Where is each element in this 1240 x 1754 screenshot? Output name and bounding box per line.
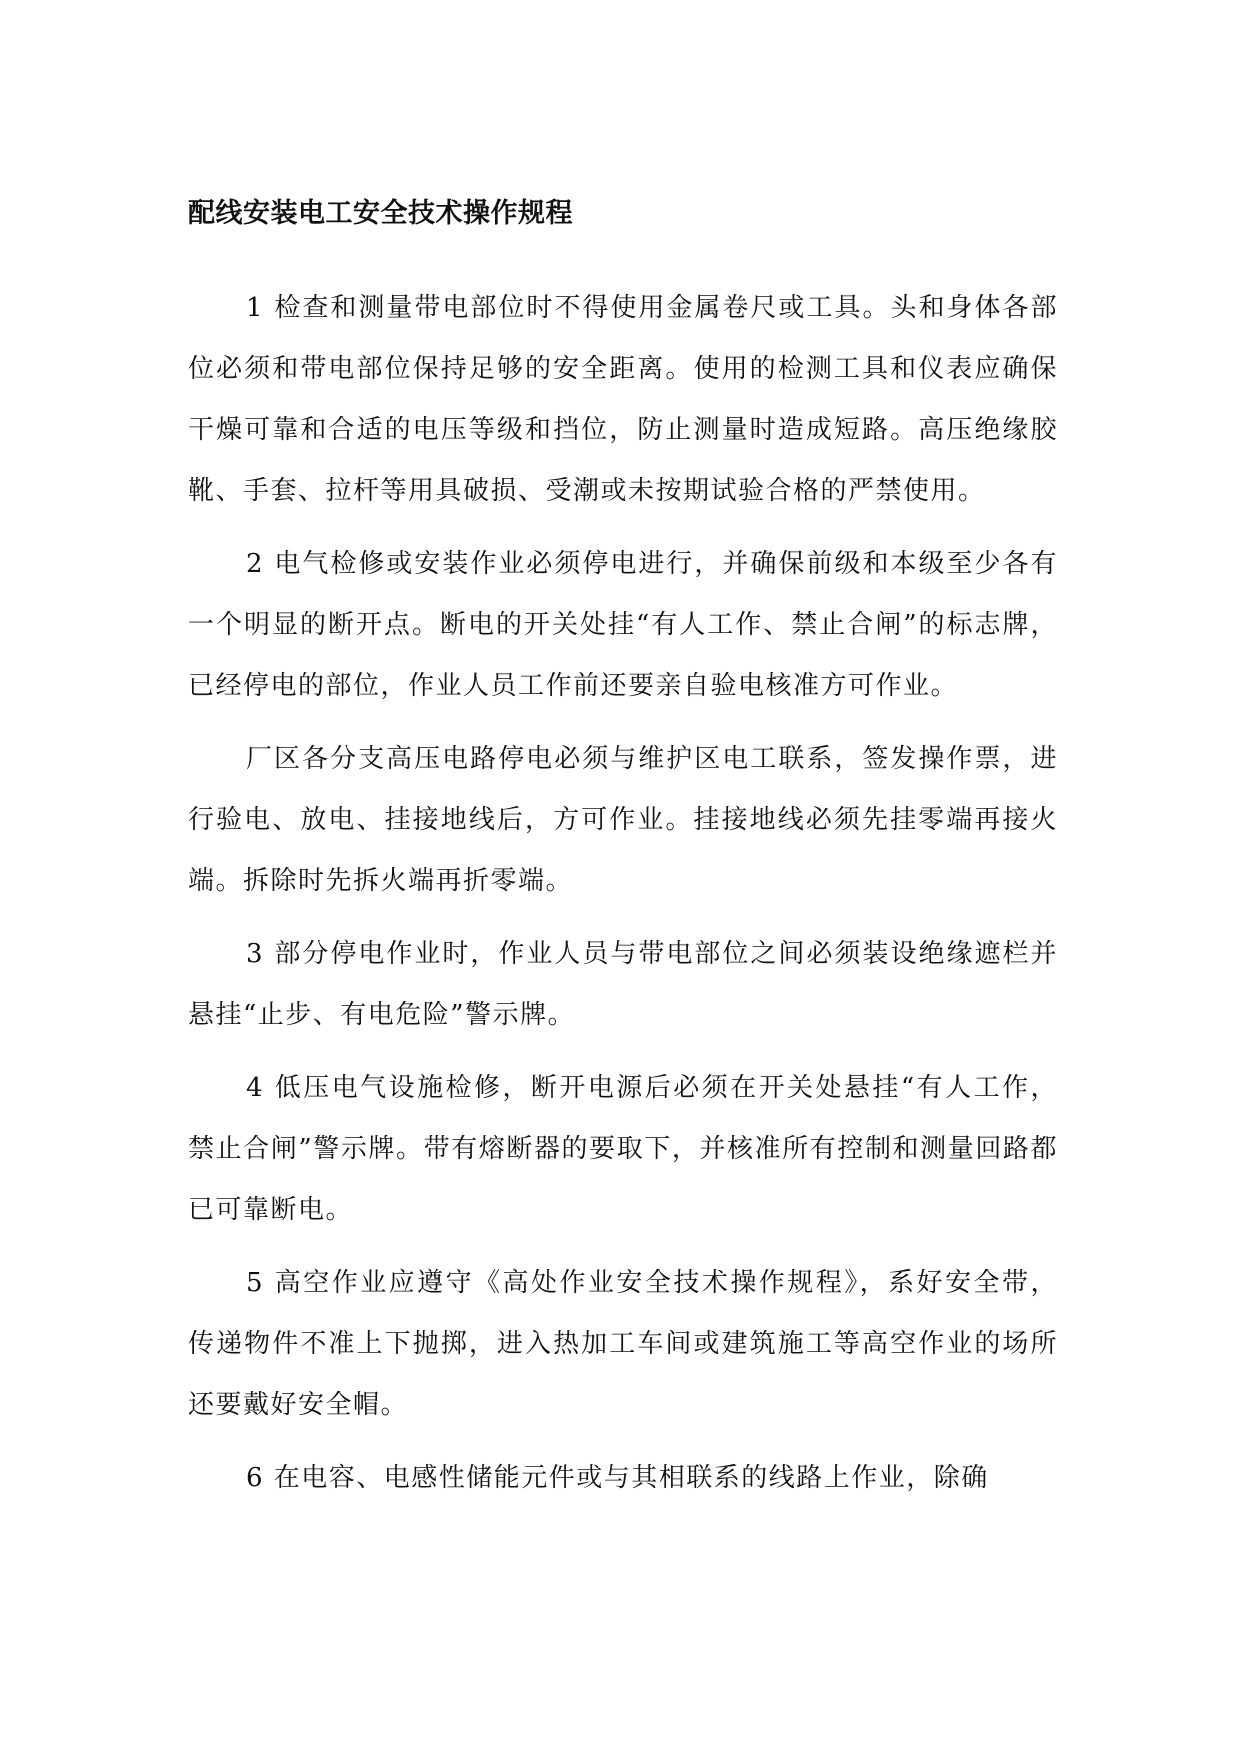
document-title: 配线安装电工安全技术操作规程: [188, 198, 573, 229]
paragraph-4: 3 部分停电作业时，作业人员与带电部位之间必须装设绝缘遮栏并悬挂“止步、有电危险”警示牌。: [188, 939, 1058, 1030]
paragraph-6: 5 高空作业应遵守《高处作业安全技术操作规程》，系好安全带，传递物件不准上下抛掷，进入热加工车间或建筑施工等高空作业的场所还要戴好安全帽。: [188, 1268, 1058, 1420]
paragraph-2: 2 电气检修或安装作业必须停电进行，并确保前级和本级至少各有一个明显的断开点。断电的开关处挂“有人工作、禁止合闸”的标志牌，已经停电的部位，作业人员工作前还要亲自验电核准方可作业。: [188, 549, 1058, 701]
document-body: [188, 196, 1058, 1521]
paragraph-5: 4 低压电气设施检修，断开电源后必须在开关处悬挂“有人工作，禁止合闸”警示牌。带有熔断器的要取下，并核准所有控制和测量回路都已可靠断电。: [188, 1073, 1058, 1225]
paragraph-3: 厂区各分支高压电路停电必须与维护区电工联系，签发操作票，进行验电、放电、挂接地线后，方可作业。挂接地线必须先挂零端再接火端。拆除时先拆火端再折零端。: [188, 744, 1058, 896]
paragraph-7: 6 在电容、电感性储能元件或与其相联系的线路上作业，除确: [246, 1463, 989, 1493]
paragraph-1: 1 检查和测量带电部位时不得使用金属卷尺或工具。头和身体各部位必须和带电部位保持足够的安全距离。使用的检测工具和仪表应确保干燥可靠和合适的电压等级和挡位，防止测量时造成短路。高压绝缘胶靴、手套、拉杆等用具破损、受潮或未按期试验合格的严禁使用。: [188, 293, 1058, 506]
